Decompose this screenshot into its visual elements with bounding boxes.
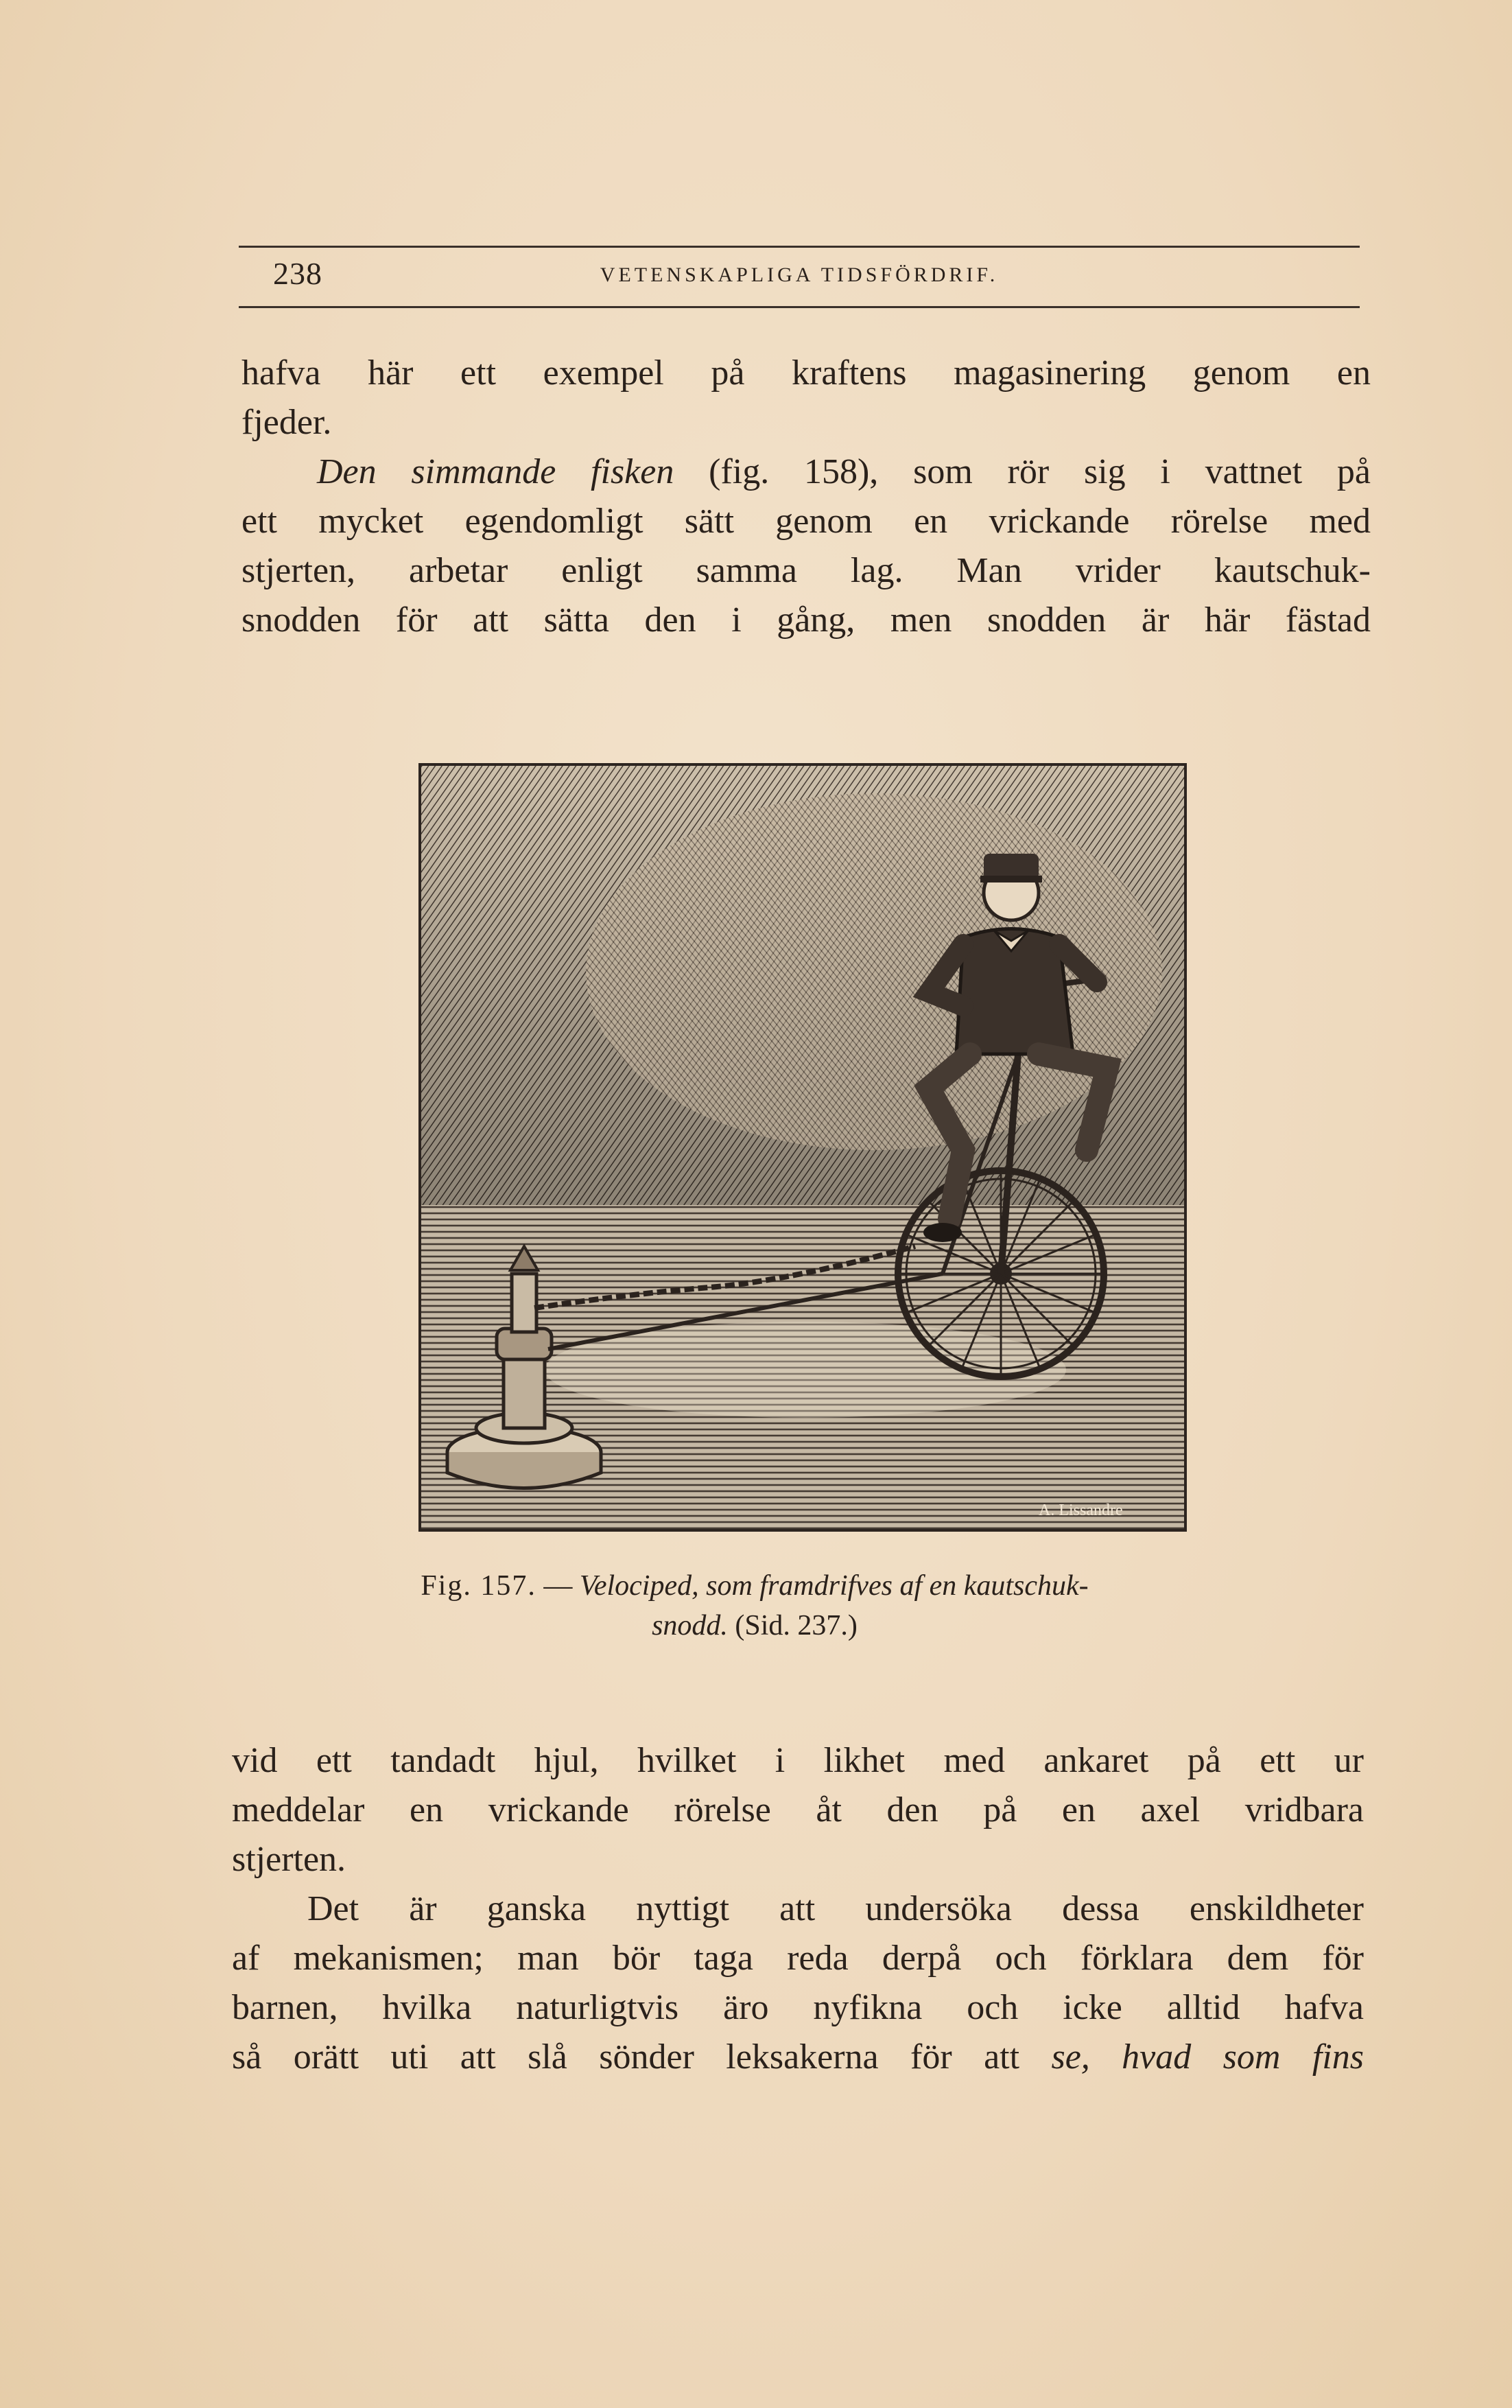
text-line: ett mycket egendomligt sätt genom en vrickande rörelse med — [241, 502, 1371, 541]
header-bottom-rule — [239, 306, 1360, 308]
paragraph-toothed-wheel — [232, 1736, 1364, 1884]
paragraph-mechanism — [232, 1884, 1364, 2082]
engraver-signature: A. Lissandre — [1039, 1501, 1123, 1519]
paragraph-swimming-fish — [241, 447, 1371, 645]
page-number: 238 — [273, 256, 322, 291]
text-line: af mekanismen; man bör taga reda derpå och förklara dem för — [232, 1939, 1364, 1978]
text-line: meddelar en vrickande rörelse åt den på en axel vridbara — [232, 1790, 1364, 1830]
text-line: stjerten, arbetar enligt samma lag. Man vrider kautschuk- — [241, 551, 1371, 590]
caption-line — [274, 1606, 1235, 1646]
caption-dash: — — [536, 1570, 580, 1602]
italic-term: Den simmande fisken — [317, 452, 674, 491]
caption-line — [274, 1566, 1235, 1606]
text-line: Det är ganska nyttigt att undersöka dessa enskildheter — [307, 1889, 1364, 1928]
figure-engraving-velocipede — [418, 763, 1187, 1532]
text-line: hafva här ett exempel på kraftens magasinering genom en — [241, 353, 1371, 393]
text-line: snodden för att sätta den i gång, men snodden är här fästad — [241, 600, 1371, 640]
text-run: (fig. 158), som rör sig i vattnet på — [674, 452, 1371, 491]
figure-caption — [274, 1566, 1235, 1646]
running-title: VETENSKAPLIGA TIDSFÖRDRIF. — [600, 264, 999, 286]
page-header — [239, 251, 1360, 299]
text-line: stjerten. — [232, 1840, 346, 1879]
caption-page-ref: (Sid. 237.) — [727, 1610, 858, 1641]
caption-title-cont: snodd. — [652, 1610, 728, 1641]
text-line — [232, 2033, 1364, 2082]
italic-phrase: se, hvad som fins — [1051, 2037, 1364, 2077]
caption-title: Velociped, som framdrifves af en kautschuk- — [579, 1570, 1089, 1602]
text-line — [241, 447, 1371, 497]
velocipede-illustration — [421, 766, 1184, 1529]
header-top-rule — [239, 246, 1360, 248]
text-line: barnen, hvilka naturligtvis äro nyfikna och icke alltid hafva — [232, 1988, 1364, 2027]
text-line: vid ett tandadt hjul, hvilket i likhet med ankaret på ett ur — [232, 1741, 1364, 1780]
text-run: så orätt uti att slå sönder leksakerna för att — [232, 2037, 1052, 2077]
text-line: fjeder. — [241, 403, 332, 442]
paragraph-continuation — [241, 349, 1371, 447]
caption-label: Fig. 157. — [421, 1570, 536, 1602]
